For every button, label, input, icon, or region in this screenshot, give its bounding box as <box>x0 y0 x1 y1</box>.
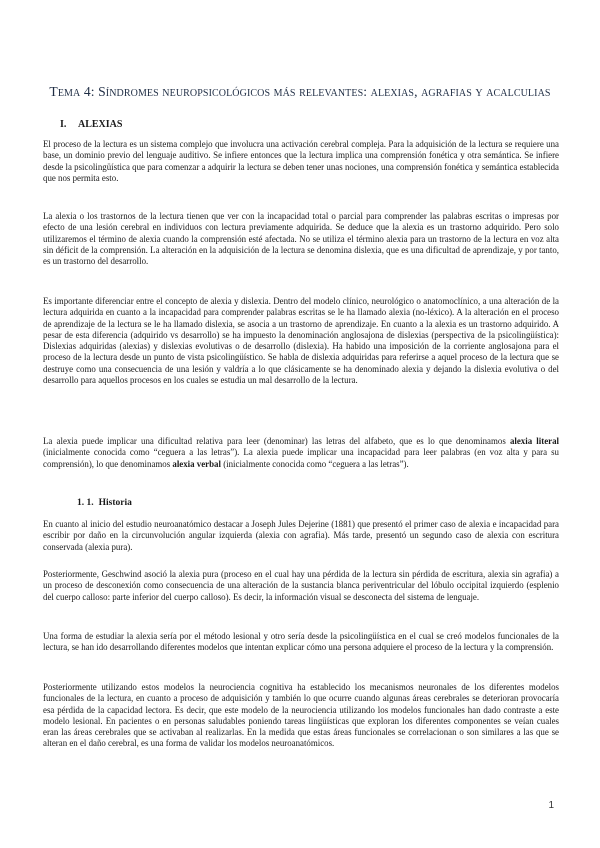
paragraph-5: En cuanto al inicio del estudio neuroanatómico destacar a Joseph Jules Dejerine (1881) que presentó el primer caso de alexia e incapacidad para escribir por daño en la circunvolución angular izquierda (alexia con agrafia). Más tarde, presentó un segundo caso de alexia con escritura conservada (alexia pura). <box>43 519 559 552</box>
paragraph-4 <box>43 436 559 470</box>
document-title: Tema 4: Síndromes neuropsicológicos más relevantes: alexias, agrafias y acalculias <box>49 84 551 99</box>
paragraph-6: Posteriormente, Geschwind asoció la alexia pura (proceso en el cual hay una pérdida de la lectura sin pérdida de escritura, alexia sin agrafia) a un proceso de desconexión como consecuencia de una alteración de la sustancia blanca periventricular del lóbulo occipital izquierdo (esplenio del cuerpo calloso: parte inferior del cuerpo calloso). Es decir, la información visual se desconecta del sistema de lenguaje. <box>43 569 559 602</box>
section-title: ALEXIAS <box>78 119 123 130</box>
subsection-heading-historia <box>77 498 132 508</box>
paragraph-4-text-a: La alexia puede implicar una dificultad relativa para leer (denominar) las letras del alfabeto, que es lo que denominamos <box>43 436 510 446</box>
paragraph-3: Es importante diferenciar entre el concepto de alexia y dislexia. Dentro del modelo clínico, neurológico o anatomoclínico, a una alteración de la lectura adquirida en cuanto a la incapacidad para comprender palabras escritas se le ha llamado alexia (no-léxico). A la alteración en el proceso de aprendizaje de la lectura se le ha llamado dislexia, se asocia a un trastorno de aprendizaje. En cuanto a la alexia es un trastorno adquirido. A pesar de esta diferencia (adquirido vs desarrollo) se ha impuesto la denominación anglosajona de dislexias (perspectiva de la psicolingüística): Dislexias adquiridas (alexias) y dislexias evolutivas o de desarrollo (dislexia). Ha habido una imposición de la corriente anglosajona para el proceso de la lectura desde un punto de vista psicolingüístico. Se habla de dislexia adquiridas para referirse a aquel proceso de la lectura que se destruye como una consecuencia de una lesión y valdría a lo que clásicamente se ha denominado alexia y dejando la dislexia evolutiva o del desarrollo para aquellos procesos en los cuales se estudia un mal desarrollo de la lectura. <box>43 296 559 386</box>
subsection-title: Historia <box>98 498 132 508</box>
paragraph-2: La alexia o los trastornos de la lectura tienen que ver con la incapacidad total o parcial para comprender las palabras escritas o impresas por efecto de una lesión cerebral en individuos con lectura previamente adquirida. Se deduce que la alexia es un trastorno adquirido. Pero solo utilizaremos el término de alexia cuando la comprensión esté afectada. No se utiliza el término alexia para un trastorno de la lectura en voz alta sin déficit de la comprensión. La alteración en la adquisición de la lectura se denomina dislexia, que es una dificultad de aprendizaje, y por tanto, es un trastorno del desarrollo. <box>43 211 559 267</box>
paragraph-7: Una forma de estudiar la alexia sería por el método lesional y otro sería desde la psicolingüística en el cual se creó modelos funcionales de la lectura, se han ido desarrollando diferentes modelos que intentan explicar cómo una persona adquiere el proceso de la lectura y la comprensión. <box>43 631 559 653</box>
term-alexia-verbal: alexia verbal <box>172 458 221 469</box>
section-number: I. <box>60 119 67 130</box>
subsection-number: 1. 1. <box>77 498 94 508</box>
paragraph-8: Posteriormente utilizando estos modelos la neurociencia cognitiva ha establecido los mecanismos neuronales de los diferentes modelos funcionales de la lectura, en cuanto a proceso de adquisición y también lo que ocurre cuando algunas áreas cerebrales se deterioran provocaría esa pérdida de la capacidad lectora. Es decir, que este modelo de la neurociencia utilizando los modelos funcionales han dado contraste a este modelo lesional. En pacientes o en personas saludables poniendo tareas lingüísticas que exploran los diferentes componentes se veían cuales eran las áreas cerebrales que se activaban al realizarlas. En la medida que estas áreas funcionales se correlacionan o son similares a las que se alteran en el daño cerebral, es una forma de validar los modelos neuroanatómicos. <box>43 682 559 749</box>
paragraph-4-text-c: (inicialmente conocida como “ceguera a las letras”). La alexia puede implicar una incapacidad para leer palabras (en voz alta y para su comprensión), lo que denominamos <box>43 447 559 469</box>
paragraph-1: El proceso de la lectura es un sistema complejo que involucra una activación cerebral compleja. Para la adquisición de la lectura se requiere una base, un dominio previo del lenguaje auditivo. Se infiere entonces que la lectura implica una comprensión fonética y otra semántica. Se infiere desde la psicolingüística que para comenzar a adquirir la lectura se deben tener unas nociones, una comprensión fonética y semántica establecida que nos permita esto. <box>43 139 559 183</box>
section-heading-alexias <box>60 119 122 130</box>
page-number: 1 <box>548 800 554 811</box>
paragraph-4-text-d: (inicialmente conocida como “ceguera a las letras”). <box>220 458 409 469</box>
term-alexia-literal: alexia literal <box>509 436 559 446</box>
